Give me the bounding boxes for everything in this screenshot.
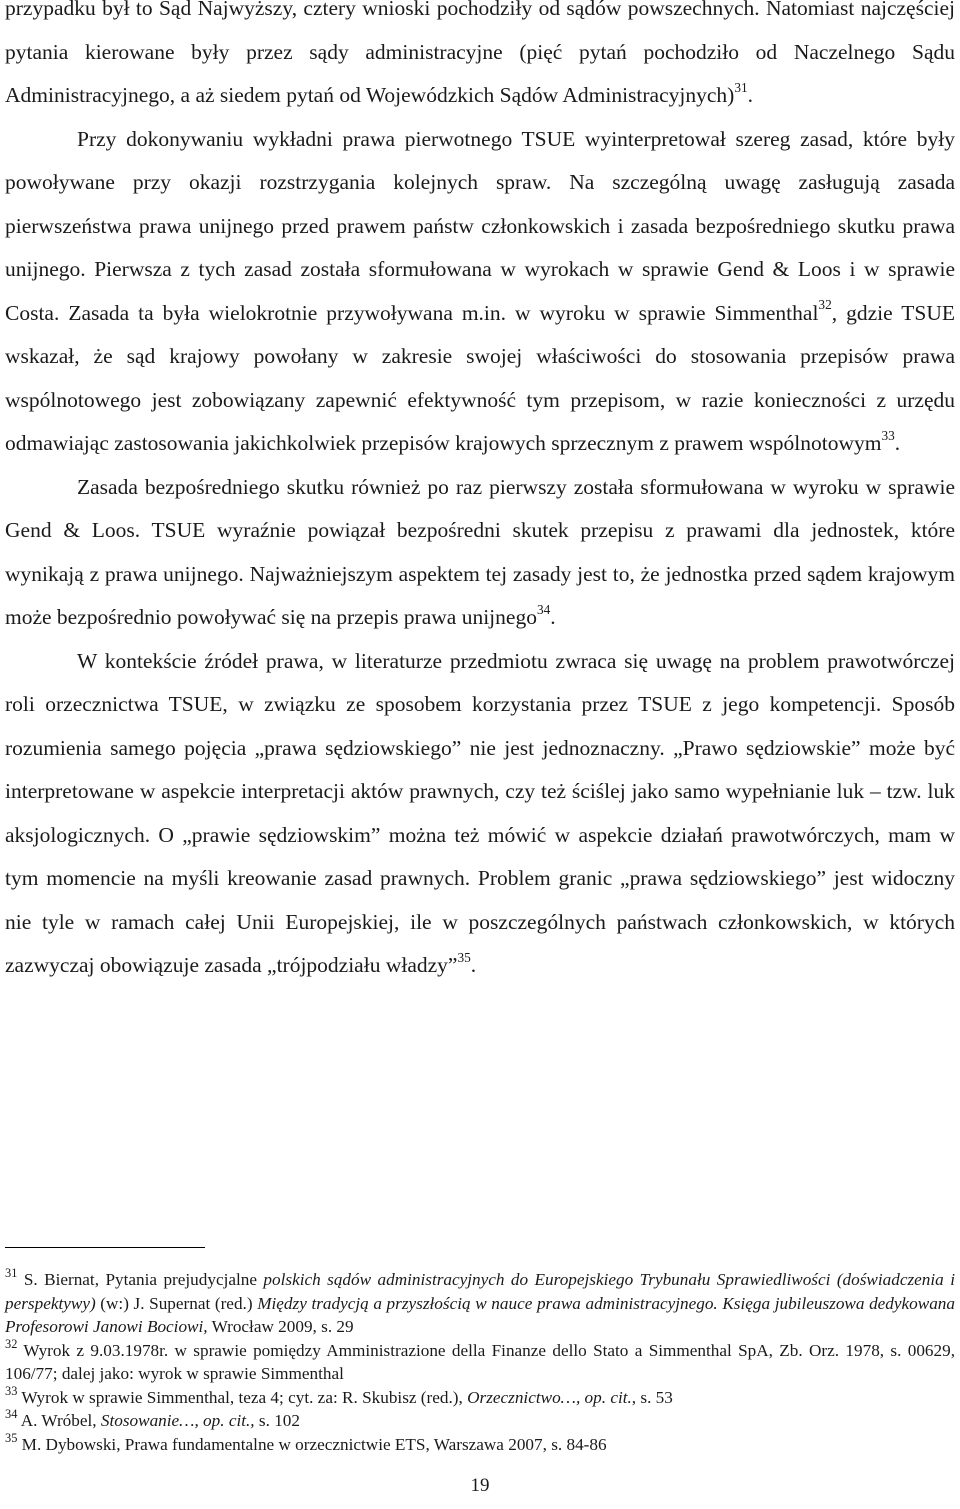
footnote-31-title: polskich sądów administracyjnych do Europejskiego Trybunału Sprawiedliwości (doświadczenia i perspektywy) [5, 1270, 955, 1313]
footnote-32 [5, 1336, 955, 1386]
footnote-number: 34 [5, 1407, 18, 1422]
footnote-34 [5, 1409, 955, 1433]
page-number: 19 [470, 1475, 490, 1496]
footnote-31-book-title: Między tradycją a przyszłością w nauce prawa administracyjnego. Księga jubileuszowa dedykowana Profesorowi Janowi Bociowi, [5, 1293, 955, 1336]
footnote-33-text-c: , s. 53 [631, 1387, 673, 1407]
footnote-34-title: Stosowanie…, op. cit., [100, 1411, 255, 1430]
footnote-31 [5, 1268, 955, 1339]
footnote-separator [5, 1247, 205, 1248]
footnote-number: 33 [5, 1383, 18, 1398]
footnote-number: 35 [5, 1430, 18, 1445]
paragraph-2-end: . [894, 431, 901, 455]
paragraph-1-end: . [747, 83, 754, 107]
footnote-33 [5, 1383, 955, 1410]
paragraph-4 [5, 640, 955, 988]
paragraph-3-text: Zasada bezpośredniego skutku również po raz pierwszy została sformułowana w wyroku w sprawie Gend & Loos. TSUE wyraźnie powiązał bezpośredni skutek przepisu z prawami dla jednostek, które wynikają z prawa unijnego. Najważniejszym aspektem tej zasady jest to, że jednostka przed sądem krajowym może bezpośrednio powoływać się na przepis prawa unijnego [5, 474, 955, 629]
footnote-31-text-e: Wrocław 2009, s. 29 [207, 1317, 354, 1336]
footnote-ref-34[interactable]: 34 [536, 601, 551, 617]
paragraph-1 [5, 0, 955, 118]
paragraph-3 [5, 466, 955, 640]
footnote-ref-33[interactable]: 33 [881, 427, 895, 443]
paragraph-2-text-b: , gdzie TSUE wskazał, że sąd krajowy powołany w zakresie swojej właściwości do stosowania przepisów prawa wspólnotowego jest zobowiązany zapewnić efektywność tym przepisom, w razie konieczności z urzędu odmawiając zastosowania jakichkolwiek przepisów krajowych sprzecznym z prawem wspólnotowym [5, 300, 955, 455]
footnote-32-text: Wyrok z 9.03.1978r. w sprawie pomiędzy Amministrazione della Finanze dello Stato a Simmenthal SpA, Zb. Orz. 1978, s. 00629, 106/77; dalej jako: wyrok w sprawie Simmenthal [5, 1340, 955, 1383]
paragraph-4-end: . [470, 953, 477, 977]
footnote-ref-32[interactable]: 32 [818, 297, 832, 313]
body-text [5, 0, 955, 988]
footnote-34-text-c: s. 102 [254, 1411, 300, 1430]
footnote-33-title: Orzecznictwo…, op. cit. [467, 1387, 632, 1407]
footnote-number: 32 [5, 1336, 18, 1351]
footnote-ref-35[interactable]: 35 [457, 949, 471, 965]
footnote-ref-31[interactable]: 31 [734, 79, 748, 95]
paragraph-3-end: . [550, 605, 556, 629]
footnote-35 [5, 1430, 955, 1457]
footnote-31-text-a: S. Biernat, Pytania prejudycjalne [17, 1270, 264, 1289]
paragraph-4-text: W kontekście źródeł prawa, w literaturze przedmiotu zwraca się uwagę na problem prawotwórczej roli orzecznictwa TSUE, w związku ze sposobem korzystania przez TSUE z jego kompetencji. Sposób rozumienia samego pojęcia „prawa sędziowskiego” nie jest jednoznaczny. „Prawo sędziowskie” może być interpretowane w aspekcie interpretacji aktów prawnych, czy też ściślej jako samo wypełnianie luk – tzw. luk aksjologicznych. O „prawie sędziowskim” można też mówić w aspekcie działań prawotwórczych, mam w tym momencie na myśli kreowanie zasad prawnych. Problem granic „prawa sędziowskiego” jest widoczny nie tyle w ramach całej Unii Europejskiej, ile w poszczególnych państwach członkowskich, w których zazwyczaj obowiązuje zasada „trójpodziału władzy” [5, 648, 955, 977]
footnote-number: 31 [5, 1266, 18, 1281]
document-page [5, 0, 955, 1509]
footnote-33-text-a: Wyrok w sprawie Simmenthal, teza 4; cyt. za: R. Skubisz (red.), [17, 1387, 468, 1407]
footnote-31-text-c: (w:) J. Supernat (red.) [95, 1293, 258, 1313]
footnotes-section [5, 1247, 955, 1456]
paragraph-2 [5, 118, 955, 466]
paragraph-2-text-a: Przy dokonywaniu wykładni prawa pierwotnego TSUE wyinterpretował szereg zasad, które były powoływane przy okazji rozstrzygania kolejnych spraw. Na szczególną uwagę zasługują zasada pierwszeństwa prawa unijnego przed prawem państw członkowskich i zasada bezpośredniego skutku prawa unijnego. Pierwsza z tych zasad została sformułowana w wyrokach w sprawie Gend & Loos i w sprawie Costa. Zasada ta była wielokrotnie przywoływana m.in. w wyroku w sprawie Simmenthal [5, 126, 955, 325]
footnote-34-text-a: A. Wróbel, [17, 1411, 101, 1430]
paragraph-1-text: przypadku był to Sąd Najwyższy, cztery wnioski pochodziły od sądów powszechnych. Natomiast najczęściej pytania kierowane były przez sądy administracyjne (pięć pytań pochodziło od Naczelnego Sądu Administracyjnego, a aż siedem pytań od Wojewódzkich Sądów Administracyjnych) [5, 0, 955, 107]
footnote-35-text: M. Dybowski, Prawa fundamentalne w orzecznictwie ETS, Warszawa 2007, s. 84-86 [17, 1434, 607, 1454]
